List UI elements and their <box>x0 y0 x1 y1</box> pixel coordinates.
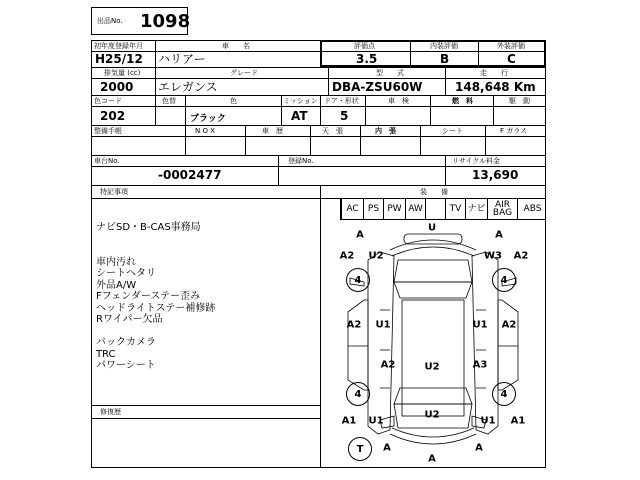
equip-aw: AW <box>405 199 425 219</box>
recycle-label: リサイクル料金 <box>452 157 501 165</box>
score-label: 評価点 <box>354 42 375 50</box>
equip-tv: TV <box>445 199 465 219</box>
history-label: 車 歴 <box>262 127 283 135</box>
tire-front-left: 4 <box>346 268 370 292</box>
equip-navi: ナビ <box>465 199 487 219</box>
registration-label: 登録No. <box>288 157 314 165</box>
chassis-label: 車台No. <box>94 157 120 165</box>
note-line: 車内汚れ <box>96 256 136 268</box>
transmission-value: AT <box>291 109 308 123</box>
equipment-row <box>340 198 546 220</box>
note-line <box>96 234 215 246</box>
lot-number-label: 出品No. <box>97 17 123 25</box>
mileage-label: 走 行 <box>480 69 508 77</box>
mileage-value: 148,648 Km <box>455 80 536 94</box>
doors-value: 5 <box>340 109 349 123</box>
roof-label: 天 張 <box>322 127 343 135</box>
chassis-value: -0002477 <box>158 168 222 182</box>
interior-trim-label: 内 張 <box>375 127 396 135</box>
damage-mark-left-u1-door: U1 <box>375 319 391 331</box>
note-line: パワーシート <box>96 360 156 371</box>
equipment-label: 装 備 <box>420 188 448 196</box>
nox-label: N O X <box>195 127 215 135</box>
damage-mark-rear-left-a: A <box>383 442 391 454</box>
interior-score-label: 内装評価 <box>430 42 458 50</box>
grade-value: エレガンス <box>158 80 218 94</box>
interior-score-value: B <box>440 52 450 66</box>
score-value: 3.5 <box>356 52 378 66</box>
model-value: DBA-ZSU60W <box>332 80 423 94</box>
note-line: ヘッドライトステー補修跡 <box>96 302 216 314</box>
note-line <box>96 326 215 338</box>
year-label: 初年度登録年月 <box>94 42 143 50</box>
damage-mark-left-a2-door: A2 <box>346 319 362 331</box>
manual-label: 整備手帳 <box>94 127 122 135</box>
tire-rear-right: 4 <box>492 382 516 406</box>
damage-mark-left-a2-front: A2 <box>339 250 355 262</box>
damage-mark-rear-bottom-a: A <box>428 453 436 465</box>
color-change-label: 色替 <box>162 97 176 105</box>
note-line: 外品A/W <box>96 279 137 291</box>
damage-mark-right-a1-rear: A1 <box>510 415 526 427</box>
note-line: ナビSD・B-CAS事務局 <box>96 222 201 233</box>
tire-rear-left: 4 <box>346 382 370 406</box>
car-name-value: ハリアー <box>158 52 206 66</box>
note-line <box>96 245 215 257</box>
color-value: ブラック <box>190 114 226 124</box>
color-label: 色 <box>230 97 237 105</box>
transmission-label: ミッション <box>283 97 318 105</box>
equip-pw: PW <box>383 199 405 219</box>
inspection-label: 車 検 <box>388 97 409 105</box>
note-line: Fフェンダーステー歪み <box>96 291 201 302</box>
car-name-label: 車 名 <box>222 42 250 50</box>
notes-list <box>96 222 215 372</box>
repair-history-label: 修復歴 <box>100 408 121 416</box>
exterior-score-value: C <box>507 52 516 66</box>
damage-mark-rear-right-a: A <box>475 442 483 454</box>
note-line: Rワイパー欠品 <box>96 314 163 325</box>
damage-mark-left-u1-rear: U1 <box>368 415 384 427</box>
damage-mark-left-u2-front: U2 <box>368 250 384 262</box>
color-code-value: 202 <box>100 109 126 123</box>
equip-blank <box>425 199 445 219</box>
model-label: 型 式 <box>376 69 404 77</box>
doors-label: ドア・形状 <box>324 97 359 105</box>
damage-mark-front-u: U <box>427 222 437 234</box>
tire-front-right: 4 <box>492 268 516 292</box>
exterior-score-label: 外装評価 <box>497 42 525 50</box>
damage-mark-right-a2-door: A2 <box>501 319 517 331</box>
spare-tire: T <box>348 437 372 461</box>
damage-mark-right-w3: W3 <box>484 250 502 262</box>
displacement-label: 排気量 (cc) <box>104 69 141 77</box>
note-line: シートヘタリ <box>96 268 156 279</box>
lot-number-value: 1098 <box>140 11 191 32</box>
damage-mark-center-right-a3: A3 <box>472 359 488 371</box>
note-line: バックカメラ <box>96 337 156 348</box>
equip-abs: ABS <box>517 199 547 219</box>
drive-label: 駆 動 <box>509 97 530 105</box>
notes-label: 特記事項 <box>100 188 128 196</box>
damage-mark-center-u2-roof: U2 <box>424 361 440 373</box>
damage-mark-front-left-a: A <box>356 229 364 241</box>
color-code-label: 色コード <box>94 97 122 105</box>
grade-label: グレード <box>230 69 258 77</box>
damage-mark-right-u1-door: U1 <box>472 319 488 331</box>
damage-mark-right-u1-rear: U1 <box>480 415 496 427</box>
fuel-label: 燃 料 <box>452 97 473 105</box>
recycle-value: 13,690 <box>472 168 519 182</box>
equip-ps: PS <box>363 199 383 219</box>
lot-number-box <box>91 7 191 35</box>
glass-label: F ガラス <box>500 127 528 135</box>
displacement-value: 2000 <box>100 80 134 94</box>
damage-mark-center-left-a2: A2 <box>380 359 396 371</box>
damage-mark-front-right-a: A <box>495 229 503 241</box>
damage-mark-left-a1-rear: A1 <box>341 415 357 427</box>
damage-mark-right-a2-front: A2 <box>513 250 529 262</box>
note-line: TRC <box>96 348 116 360</box>
equip-airbag: AIR BAG <box>487 199 517 219</box>
seat-label: シート <box>442 127 463 135</box>
damage-mark-rear-u2: U2 <box>424 409 440 421</box>
year-value: H25/12 <box>95 52 143 66</box>
equip-ac: AC <box>341 199 363 219</box>
